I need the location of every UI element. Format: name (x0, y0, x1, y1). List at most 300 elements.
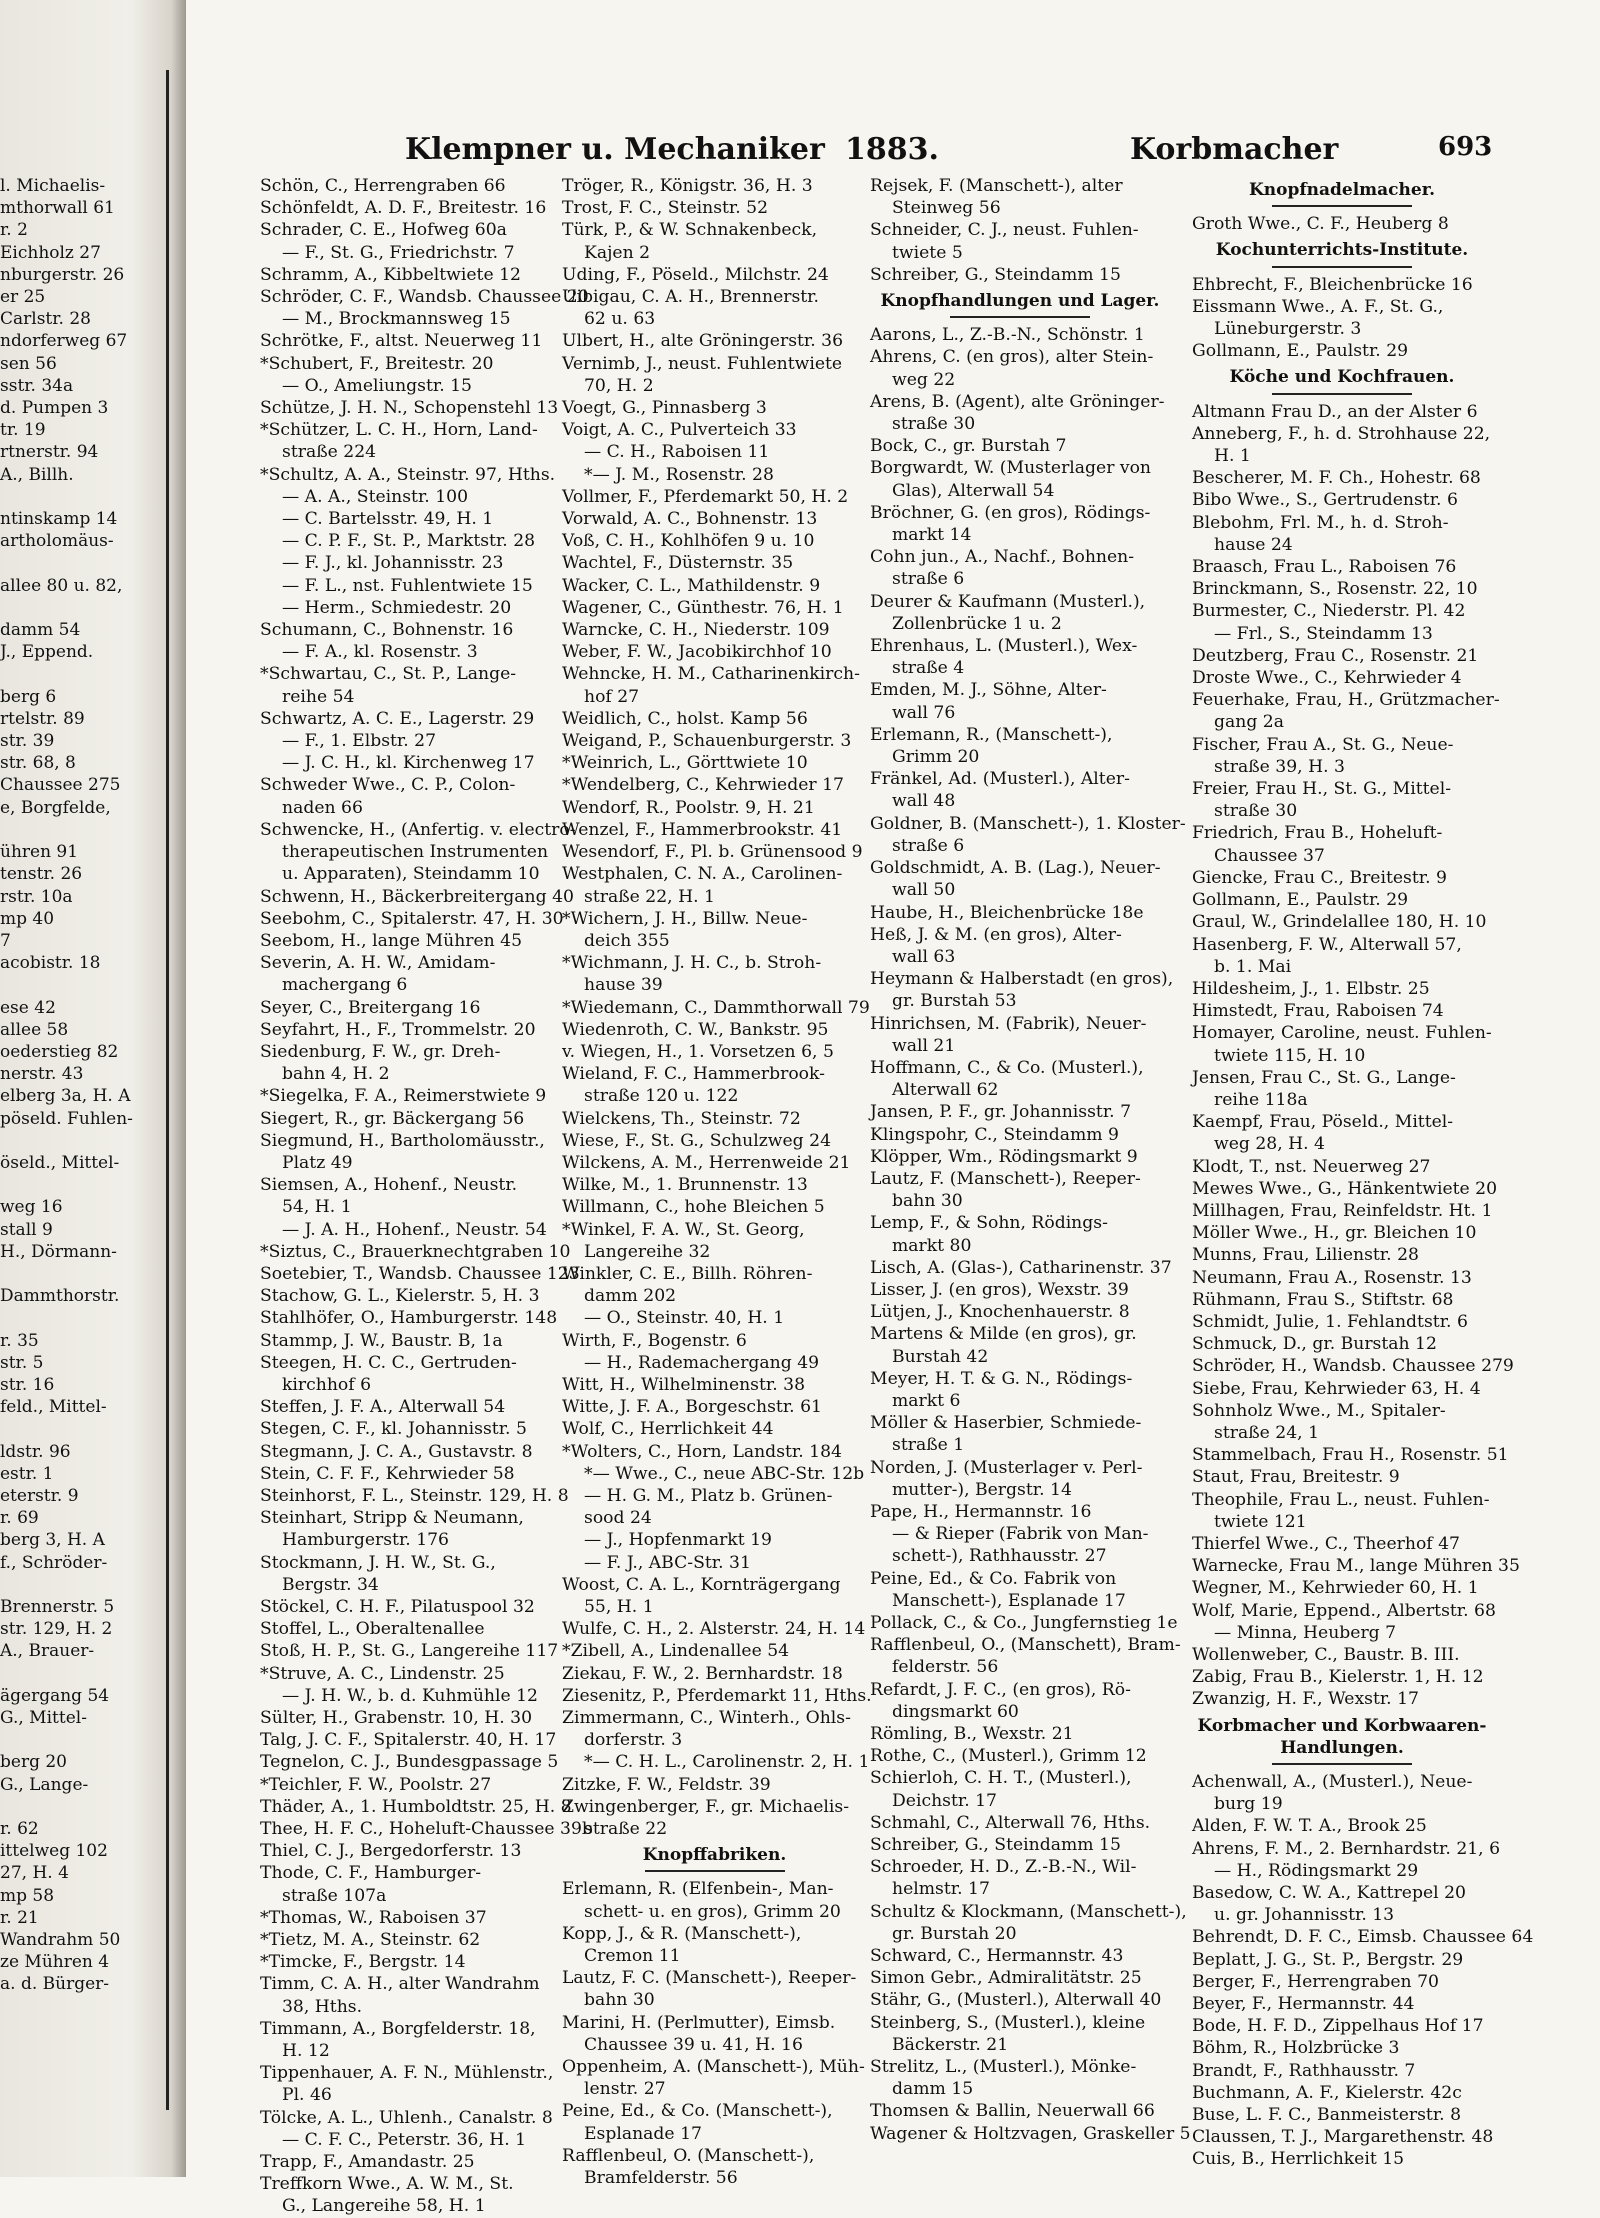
fragment-line: rtelstr. 89 (0, 708, 85, 729)
directory-entry: Sülter, H., Grabenstr. 10, H. 30 (260, 1708, 533, 1729)
directory-entry: Schneider, C. J., neust. Fuhlen- (870, 220, 1139, 241)
directory-entry: Wacker, C. L., Mathildenstr. 9 (562, 575, 821, 596)
directory-entry: Thäder, A., 1. Humboldtstr. 25, H. 8 (260, 1796, 572, 1817)
directory-entry: Siebe, Frau, Kehrwieder 63, H. 4 (1192, 1378, 1481, 1399)
fragment-line: Carlstr. 28 (0, 309, 91, 330)
fragment-line (0, 1574, 160, 1596)
directory-entry: Erlemann, R. (Elfenbein-, Man- (562, 1879, 834, 1900)
directory-entry: Buse, L. F. C., Banmeisterstr. 8 (1192, 2105, 1462, 2126)
directory-entry: 54, H. 1 (282, 1197, 352, 1218)
directory-entry: Bramfelderstr. 56 (584, 2168, 738, 2189)
directory-entry: Wolf, C., Herrlichkeit 44 (562, 1419, 774, 1440)
directory-entry: Bergstr. 34 (282, 1574, 379, 1595)
fragment-line: str. 5 (0, 1352, 44, 1373)
directory-entry: Deurer & Kaufmann (Musterl.), (870, 591, 1146, 612)
directory-entry: Burmester, C., Niederstr. Pl. 42 (1192, 601, 1466, 622)
directory-entry: Fischer, Frau A., St. G., Neue- (1192, 734, 1454, 755)
directory-entry: 62 u. 63 (584, 309, 656, 330)
directory-entry: Böhm, R., Holzbrücke 3 (1192, 2038, 1400, 2059)
directory-entry: Lüneburgerstr. 3 (1214, 319, 1362, 340)
directory-entry: *Wichmann, J. H. C., b. Stroh- (562, 953, 822, 974)
fragment-line: Brennerstr. 5 (0, 1597, 115, 1617)
directory-entry: straße 30 (1214, 801, 1298, 822)
section-heading: Köche und Kochfrauen. (1229, 367, 1455, 388)
directory-entry: Gollmann, E., Paulstr. 29 (1192, 341, 1409, 362)
directory-entry: *Siztus, C., Brauerknechtgraben 10 (260, 1241, 571, 1262)
running-header (405, 132, 1495, 172)
section-heading: Kochunterrichts-Institute. (1215, 240, 1469, 261)
directory-entry: Wilke, M., 1. Brunnenstr. 13 (562, 1175, 808, 1196)
directory-entry: Stachow, G. L., Kielerstr. 5, H. 3 (260, 1286, 540, 1307)
directory-entry: Hoffmann, C., & Co. (Musterl.), (870, 1057, 1144, 1078)
directory-entry: Schultz & Klockmann, (Manschett-), (870, 1901, 1187, 1922)
directory-entry: Emden, M. J., Söhne, Alter- (870, 680, 1107, 701)
header-left-title: Klempner u. Mechaniker (405, 132, 825, 167)
section-rule (950, 316, 1090, 318)
directory-entry: markt 14 (892, 525, 972, 546)
fragment-line: Chaussee 275 (0, 775, 121, 796)
directory-entry: Erlemann, R., (Manschett-), (870, 724, 1113, 745)
directory-entry: Steinweg 56 (892, 198, 1001, 219)
directory-entry: Lemp, F., & Sohn, Rödings- (870, 1213, 1108, 1234)
directory-entry: Zwanzig, H. F., Wexstr. 17 (1192, 1689, 1419, 1710)
directory-entry: Wieland, F. C., Hammerbrook- (562, 1064, 825, 1085)
directory-entry: hause 39 (584, 975, 663, 996)
directory-entry: Graul, W., Grindelallee 180, H. 10 (1192, 912, 1487, 933)
directory-entry: Rühmann, Frau S., Stiftstr. 68 (1192, 1289, 1454, 1310)
directory-entry: — Frl., S., Steindamm 13 (1214, 623, 1433, 644)
directory-entry: weg 28, H. 4 (1214, 1134, 1325, 1155)
directory-entry: Thierfel Wwe., C., Theerhof 47 (1192, 1533, 1460, 1554)
directory-entry: Munns, Frau, Lilienstr. 28 (1192, 1245, 1419, 1266)
directory-entry: Timm, C. A. H., alter Wandrahm (260, 1974, 540, 1995)
directory-entry: Wagener, C., Günthestr. 76, H. 1 (562, 597, 844, 618)
directory-entry: Stammelbach, Frau H., Rosenstr. 51 (1192, 1445, 1509, 1466)
fragment-line (0, 1307, 160, 1329)
directory-entry: Voß, C. H., Kohlhöfen 9 u. 10 (562, 531, 815, 552)
directory-entry: Türk, P., & W. Schnakenbeck, (562, 220, 818, 241)
directory-entry: — J. H. W., b. d. Kuhmühle 12 (282, 1685, 538, 1706)
fragment-line: stall 9 (0, 1219, 53, 1240)
directory-entry: straße 224 (282, 442, 377, 463)
fragment-line: str. 129, H. 2 (0, 1619, 113, 1640)
directory-entry: Schramm, A., Kibbeltwiete 12 (260, 264, 521, 285)
directory-entry: wall 48 (892, 791, 956, 812)
directory-entry: Schmuck, D., gr. Burstah 12 (1192, 1334, 1437, 1355)
directory-entry: Homayer, Caroline, neust. Fuhlen- (1192, 1023, 1492, 1044)
directory-entry: — M., Brockmannsweg 15 (282, 309, 511, 330)
directory-entry: Haube, H., Bleichenbrücke 18e (870, 902, 1144, 923)
directory-entry: Siemsen, A., Hohenf., Neustr. (260, 1175, 518, 1196)
directory-entry: Refardt, J. F. C., (en gros), Rö- (870, 1679, 1131, 1700)
directory-entry: Vernimb, J., neust. Fuhlentwiete (562, 353, 843, 374)
directory-entry: hof 27 (584, 686, 640, 707)
directory-entry: b. 1. Mai (1214, 956, 1292, 977)
directory-entry: Talg, J. C. F., Spitalerstr. 40, H. 17 (260, 1730, 557, 1751)
directory-entry: Stammp, J. W., Baustr. B, 1a (260, 1330, 503, 1351)
directory-entry: Meyer, H. T. & G. N., Rödings- (870, 1368, 1133, 1389)
section-rule (1272, 266, 1412, 268)
directory-entry: Deutzberg, Frau C., Rosenstr. 21 (1192, 645, 1479, 666)
directory-entry: Cohn jun., A., Nachf., Bohnen- (870, 547, 1135, 568)
directory-entry: straße 30 (892, 414, 976, 435)
directory-entry: Steffen, J. F. A., Alterwall 54 (260, 1397, 506, 1418)
section-rule (1272, 205, 1412, 207)
directory-entry: Steinhorst, F. L., Steinstr. 129, H. 8 (260, 1485, 569, 1506)
directory-entry: Tippenhauer, A. F. N., Mühlenstr., (260, 2063, 554, 2084)
directory-entry: Wachtel, F., Düsternstr. 35 (562, 553, 794, 574)
fragment-line: mp 58 (0, 1885, 55, 1906)
directory-entry: Schwartz, A. C. E., Lagerstr. 29 (260, 708, 535, 729)
directory-entry: Ehrenhaus, L. (Musterl.), Wex- (870, 636, 1138, 657)
section-heading: Korbmacher und Korbwaaren-Handlungen. (1197, 1715, 1487, 1758)
directory-entry: Bode, H. F. D., Zippelhaus Hof 17 (1192, 2016, 1484, 2037)
directory-entry: Alterwall 62 (892, 1080, 999, 1101)
directory-entry: 55, H. 1 (584, 1597, 654, 1617)
directory-entry: *— J. M., Rosenstr. 28 (584, 464, 774, 485)
directory-column-2 (562, 175, 872, 2189)
fragment-line: berg 3, H. A (0, 1530, 105, 1551)
fragment-line: Dammthorstr. (0, 1286, 120, 1307)
fragment-line: tr. 19 (0, 420, 46, 441)
directory-entry: Lisch, A. (Glas-), Catharinenstr. 37 (870, 1257, 1172, 1278)
fragment-line: Wandrahm 50 (0, 1930, 121, 1951)
directory-entry: Wiese, F., St. G., Schulzweg 24 (562, 1130, 832, 1151)
fragment-line (0, 974, 160, 996)
directory-entry: Mewes Wwe., G., Hänkentwiete 20 (1192, 1178, 1498, 1199)
directory-entry: Pollack, C., & Co., Jungfernstieg 1e (870, 1613, 1178, 1633)
directory-entry: Theophile, Frau L., neust. Fuhlen- (1192, 1489, 1490, 1510)
directory-entry: — F. A., kl. Rosenstr. 3 (282, 642, 478, 663)
fragment-line (0, 1174, 160, 1196)
directory-entry: u. gr. Johannisstr. 13 (1214, 1905, 1395, 1926)
directory-entry: twiete 121 (1214, 1511, 1307, 1532)
directory-entry: Uding, F., Pöseld., Milchstr. 24 (562, 264, 829, 285)
directory-entry: Siegert, R., gr. Bäckergang 56 (260, 1108, 525, 1129)
section-heading: Knopffabriken. (642, 1845, 787, 1866)
directory-entry: Behrendt, D. F. C., Eimsb. Chaussee 64 (1192, 1927, 1534, 1948)
directory-entry: Ulbert, H., alte Gröningerstr. 36 (562, 331, 844, 352)
directory-entry: Stoß, H. P., St. G., Langereihe 117 (260, 1641, 559, 1662)
directory-entry: Klodt, T., nst. Neuerweg 27 (1192, 1156, 1431, 1177)
section-heading: Knopfnadelmacher. (1248, 180, 1436, 200)
directory-entry: Siegmund, H., Bartholomäusstr., (260, 1130, 545, 1151)
directory-entry: Heß, J. & M. (en gros), Alter- (870, 924, 1122, 945)
directory-entry: schett- u. en gros), Grimm 20 (584, 1901, 841, 1922)
directory-entry: Stegen, C. F., kl. Johannisstr. 5 (260, 1419, 527, 1440)
directory-entry: wall 76 (892, 702, 956, 723)
directory-entry: dorferstr. 3 (584, 1730, 683, 1751)
directory-entry: *Tietz, M. A., Steinstr. 62 (260, 1930, 481, 1951)
directory-entry: Steinberg, S., (Musterl.), kleine (870, 2012, 1146, 2033)
directory-entry: — F. J., kl. Johannisstr. 23 (282, 553, 504, 574)
directory-entry: 70, H. 2 (584, 375, 654, 396)
fragment-line: artholomäus- (0, 531, 114, 552)
directory-entry: Schmahl, C., Alterwall 76, Hths. (870, 1812, 1151, 1833)
directory-entry: G., Langereihe 58, H. 1 (282, 2196, 486, 2217)
directory-entry: Claussen, T. J., Margarethenstr. 48 (1192, 2127, 1494, 2148)
header-year: 1883. (845, 132, 939, 167)
directory-entry: Chaussee 39 u. 41, H. 16 (584, 2034, 803, 2055)
fragment-line: r. 62 (0, 1819, 39, 1840)
directory-entry: Achenwall, A., (Musterl.), Neue- (1192, 1772, 1473, 1793)
directory-entry: deich 355 (584, 930, 670, 951)
directory-column-3 (870, 175, 1191, 2145)
directory-entry: Trost, F. C., Steinstr. 52 (562, 198, 769, 219)
page-number: 693 (1438, 132, 1493, 162)
directory-entry: Schröder, C. F., Wandsb. Chaussee 20 (260, 287, 589, 308)
directory-entry: — Herm., Schmiedestr. 20 (282, 597, 512, 618)
directory-entry: helmstr. 17 (892, 1879, 990, 1900)
directory-entry: Martens & Milde (en gros), gr. (870, 1324, 1137, 1345)
fragment-line: H., Dörmann- (0, 1241, 117, 1262)
directory-entry: Norden, J. (Musterlager v. Perl- (870, 1457, 1143, 1478)
directory-entry: Uibigau, C. A. H., Brennerstr. (562, 287, 819, 308)
directory-entry: Hinrichsen, M. (Fabrik), Neuer- (870, 1013, 1147, 1034)
fragment-line: str. 16 (0, 1374, 55, 1395)
fragment-line: tenstr. 26 (0, 864, 83, 885)
directory-entry: Lisser, J. (en gros), Wexstr. 39 (870, 1279, 1129, 1300)
directory-entry: straße 24, 1 (1214, 1422, 1320, 1443)
fragment-line: ittelweg 102 (0, 1841, 108, 1862)
fragment-line (0, 1418, 160, 1440)
section-rule (1272, 1763, 1412, 1765)
directory-entry: Klöpper, Wm., Rödingsmarkt 9 (870, 1146, 1138, 1167)
fragment-line (0, 552, 160, 574)
directory-entry: *Schubert, F., Breitestr. 20 (260, 353, 494, 374)
directory-entry: — A. A., Steinstr. 100 (282, 486, 468, 507)
directory-entry: *Struve, A. C., Lindenstr. 25 (260, 1663, 505, 1684)
directory-entry: Groth Wwe., C. F., Heuberg 8 (1192, 214, 1449, 235)
fragment-line: str. 68, 8 (0, 753, 76, 774)
directory-entry: Weigand, P., Schauenburgerstr. 3 (562, 731, 852, 752)
directory-entry: naden 66 (282, 797, 363, 818)
directory-entry: Wolf, Marie, Eppend., Albertstr. 68 (1192, 1600, 1496, 1621)
directory-entry: Wendorf, R., Poolstr. 9, H. 21 (562, 797, 815, 818)
fragment-line: l. Michaelis- (0, 176, 106, 196)
directory-entry: straße 22 (584, 1819, 668, 1840)
directory-entry: Schön, C., Herrengraben 66 (260, 176, 506, 196)
fragment-line: G., Mittel- (0, 1708, 87, 1729)
directory-entry: straße 4 (892, 658, 965, 679)
directory-entry: — H., Rademachergang 49 (584, 1352, 820, 1373)
directory-entry: — F. L., nst. Fuhlentwiete 15 (282, 575, 533, 596)
directory-entry: Bröchner, G. (en gros), Rödings- (870, 502, 1151, 523)
directory-entry: Wirth, F., Bogenstr. 6 (562, 1330, 747, 1351)
directory-entry: Kaempf, Frau, Pöseld., Mittel- (1192, 1112, 1454, 1133)
section-rule (645, 1870, 785, 1872)
directory-entry: Esplanade 17 (584, 2123, 702, 2144)
directory-entry: Schmidt, Julie, 1. Fehlandtstr. 6 (1192, 1311, 1468, 1332)
facing-page-fragment (0, 175, 160, 1996)
directory-entry: Schumann, C., Bohnenstr. 16 (260, 620, 514, 641)
fragment-line: oederstieg 82 (0, 1041, 119, 1062)
directory-entry: Thode, C. F., Hamburger- (260, 1863, 482, 1884)
directory-entry: Freier, Frau H., St. G., Mittel- (1192, 779, 1452, 800)
fragment-line: r. 2 (0, 220, 28, 241)
fragment-line: r. 69 (0, 1508, 39, 1529)
directory-entry: *— Wwe., C., neue ABC-Str. 12b (584, 1463, 865, 1484)
directory-entry: Thomsen & Ballin, Neuerwall 66 (870, 2101, 1155, 2122)
directory-entry: Wielckens, Th., Steinstr. 72 (562, 1108, 801, 1129)
directory-entry: Beyer, F., Hermannstr. 44 (1192, 1994, 1415, 2015)
fragment-line: 7 (0, 930, 11, 951)
directory-entry: Peine, Ed., & Co. (Manschett-), (562, 2101, 833, 2122)
directory-entry: Glas), Alterwall 54 (892, 480, 1055, 501)
directory-entry: — Minna, Heuberg 7 (1214, 1622, 1397, 1643)
directory-entry: Vorwald, A. C., Bohnenstr. 13 (562, 509, 818, 530)
directory-entry: Schütze, J. H. N., Schopenstehl 13 (260, 398, 559, 419)
directory-entry: Steegen, H. C. C., Gertruden- (260, 1352, 517, 1373)
directory-entry: reihe 54 (282, 686, 355, 707)
directory-entry: H. 1 (1214, 446, 1251, 467)
directory-entry: Hasenberg, F. W., Alterwall 57, (1192, 934, 1462, 955)
fragment-line: str. 39 (0, 731, 55, 752)
fragment-line: G., Lange- (0, 1774, 89, 1795)
directory-entry: Friedrich, Frau B., Hoheluft- (1192, 823, 1443, 844)
fragment-line (0, 597, 160, 619)
directory-entry: Grimm 20 (892, 747, 980, 768)
directory-entry: Möller & Haserbier, Schmiede- (870, 1413, 1142, 1434)
directory-entry: *Schultz, A. A., Steinstr. 97, Hths. (260, 464, 556, 485)
directory-entry: Goldschmidt, A. B. (Lag.), Neuer- (870, 858, 1161, 879)
fragment-line: d. Pumpen 3 (0, 398, 109, 419)
directory-entry: Warncke, C. H., Niederstr. 109 (562, 620, 830, 641)
directory-entry: Stegmann, J. C. A., Gustavstr. 8 (260, 1441, 533, 1462)
directory-entry: Stähr, G., (Musterl.), Alterwall 40 (870, 1990, 1162, 2011)
directory-entry: Zwingenberger, F., gr. Michaelis- (562, 1796, 850, 1817)
directory-entry: *Wiedemann, C., Dammthorwall 79 (562, 997, 870, 1018)
directory-entry: Wilckens, A. M., Herrenweide 21 (562, 1152, 851, 1173)
directory-entry: mutter-), Bergstr. 14 (892, 1479, 1072, 1500)
directory-entry: — H., Rödingsmarkt 29 (1214, 1860, 1419, 1881)
directory-entry: Schweder Wwe., C. P., Colon- (260, 775, 516, 796)
directory-entry: Brinckmann, S., Rosenstr. 22, 10 (1192, 579, 1478, 600)
directory-entry: Pl. 46 (282, 2085, 332, 2106)
directory-entry: Schierloh, C. H. T., (Musterl.), (870, 1768, 1132, 1789)
directory-entry: Winkler, C. E., Billh. Röhren- (562, 1263, 813, 1284)
directory-entry: Lautz, F. C. (Manschett-), Reeper- (562, 1968, 857, 1989)
directory-entry: Jensen, Frau C., St. G., Lange- (1192, 1067, 1456, 1088)
fragment-line: berg 6 (0, 686, 57, 707)
directory-entry: Seyer, C., Breitergang 16 (260, 997, 481, 1018)
directory-entry: bahn 30 (584, 1990, 655, 2011)
directory-entry: Möller Wwe., H., gr. Bleichen 10 (1192, 1223, 1477, 1244)
directory-entry: Voigt, A. C., Pulverteich 33 (562, 420, 797, 441)
directory-entry: Goldner, B. (Manschett-), 1. Kloster- (870, 813, 1186, 834)
directory-entry: straße 1 (892, 1435, 965, 1456)
fragment-line: nerstr. 43 (0, 1064, 84, 1085)
fragment-line (0, 1729, 160, 1751)
directory-entry: — C. F. C., Peterstr. 36, H. 1 (282, 2129, 527, 2150)
directory-entry: Schröder, H., Wandsb. Chaussee 279 (1192, 1356, 1514, 1377)
fragment-line: weg 16 (0, 1197, 63, 1218)
directory-entry: Alden, F. W. T. A., Brook 25 (1192, 1816, 1427, 1837)
directory-entry: Römling, B., Wexstr. 21 (870, 1724, 1074, 1745)
fragment-line: e, Borgfelde, (0, 797, 111, 818)
directory-entry: Hildesheim, J., 1. Elbstr. 25 (1192, 978, 1430, 999)
directory-entry: Strelitz, L., (Musterl.), Mönke- (870, 2057, 1137, 2078)
fragment-line: feld., Mittel- (0, 1397, 107, 1418)
directory-entry: Berger, F., Herrengraben 70 (1192, 1971, 1439, 1992)
directory-entry: Altmann Frau D., an der Alster 6 (1192, 401, 1478, 422)
directory-entry: Zabig, Frau B., Kielerstr. 1, H. 12 (1192, 1667, 1484, 1688)
directory-entry: Schwenn, H., Bäckerbreitergang 40 (260, 886, 574, 907)
fragment-line: ntinskamp 14 (0, 509, 118, 530)
directory-entry: Tölcke, A. L., Uhlenh., Canalstr. 8 (260, 2107, 553, 2128)
directory-entry: bahn 4, H. 2 (282, 1064, 390, 1085)
directory-entry: wall 50 (892, 880, 956, 901)
directory-entry: burg 19 (1214, 1794, 1283, 1815)
directory-entry: straße 6 (892, 569, 965, 590)
directory-entry: Willmann, C., hohe Bleichen 5 (562, 1197, 825, 1218)
directory-entry: Seyfahrt, H., F., Trommelstr. 20 (260, 1019, 536, 1040)
fragment-line (0, 486, 160, 508)
directory-entry: Schreiber, G., Steindamm 15 (870, 1835, 1121, 1856)
directory-entry: Klingspohr, C., Steindamm 9 (870, 1124, 1119, 1145)
directory-entry: Rafflenbeul, O., (Manschett), Bram- (870, 1635, 1181, 1656)
directory-entry: v. Wiegen, H., 1. Vorsetzen 6, 5 (562, 1041, 834, 1062)
directory-entry: sood 24 (584, 1508, 652, 1529)
fragment-line: allee 80 u. 82, (0, 575, 123, 596)
fragment-line: Eichholz 27 (0, 242, 101, 263)
directory-entry: Schroeder, H. D., Z.-B.-N., Wil- (870, 1857, 1137, 1878)
directory-entry: *Wolters, C., Horn, Landstr. 184 (562, 1441, 842, 1462)
directory-entry: felderstr. 56 (892, 1657, 999, 1678)
directory-entry: Chaussee 37 (1214, 845, 1325, 866)
fragment-line: pöseld. Fuhlen- (0, 1108, 133, 1129)
directory-entry: — C. P. F., St. P., Marktstr. 28 (282, 531, 536, 552)
fragment-line: sen 56 (0, 353, 57, 374)
directory-entry: Voegt, G., Pinnasberg 3 (562, 398, 767, 419)
directory-entry: Soetebier, T., Wandsb. Chaussee 123 (260, 1263, 580, 1284)
directory-entry: Blebohm, Frl. M., h. d. Stroh- (1192, 512, 1449, 533)
directory-entry: Wesendorf, F., Pl. b. Grünensood 9 (562, 842, 863, 863)
directory-entry: Millhagen, Frau, Reinfeldstr. Ht. 1 (1192, 1200, 1493, 1221)
directory-entry: Bibo Wwe., S., Gertrudenstr. 6 (1192, 490, 1458, 511)
directory-entry: Schönfeldt, A. D. F., Breitestr. 16 (260, 198, 547, 219)
directory-entry: Wenzel, F., Hammerbrookstr. 41 (562, 819, 843, 840)
directory-entry: *— C. H. L., Carolinenstr. 2, H. 1 (584, 1752, 870, 1773)
directory-entry: twiete 5 (892, 242, 963, 263)
directory-entry: Zimmermann, C., Winterh., Ohls- (562, 1708, 851, 1729)
fragment-line: ldstr. 96 (0, 1441, 71, 1462)
directory-entry: Weidlich, C., holst. Kamp 56 (562, 708, 808, 729)
directory-entry: *Schützer, L. C. H., Horn, Land- (260, 420, 538, 441)
directory-entry: Ehbrecht, F., Bleichenbrücke 16 (1192, 274, 1473, 295)
directory-entry: Wegner, M., Kehrwieder 60, H. 1 (1192, 1578, 1479, 1599)
directory-entry: Schward, C., Hermannstr. 43 (870, 1946, 1124, 1967)
directory-entry: Anneberg, F., h. d. Strohhause 22, (1192, 423, 1491, 444)
fragment-line: A., Billh. (0, 464, 74, 485)
directory-entry: gang 2a (1214, 712, 1284, 733)
directory-entry: Sohnholz Wwe., M., Spitaler- (1192, 1400, 1446, 1421)
directory-entry: Simon Gebr., Admiralitätstr. 25 (870, 1968, 1142, 1989)
directory-entry: Rafflenbeul, O. (Manschett-), (562, 2145, 815, 2166)
directory-entry: Stockmann, J. H. W., St. G., (260, 1552, 496, 1573)
directory-entry: Cuis, B., Herrlichkeit 15 (1192, 2149, 1405, 2170)
directory-entry: gr. Burstah 20 (892, 1923, 1017, 1944)
directory-entry: Peine, Ed., & Co. Fabrik von (870, 1568, 1117, 1589)
directory-entry: Eissmann Wwe., A. F., St. G., (1192, 296, 1444, 317)
directory-entry: *Timcke, F., Bergstr. 14 (260, 1952, 466, 1973)
directory-entry: therapeutischen Instrumenten (282, 842, 549, 863)
directory-entry: *Winkel, F. A. W., St. Georg, (562, 1219, 805, 1240)
directory-entry: Cremon 11 (584, 1946, 681, 1967)
directory-entry: wall 21 (892, 1035, 956, 1056)
directory-entry: Weber, F. W., Jacobikirchhof 10 (562, 642, 832, 663)
fragment-line: f., Schröder- (0, 1552, 108, 1573)
